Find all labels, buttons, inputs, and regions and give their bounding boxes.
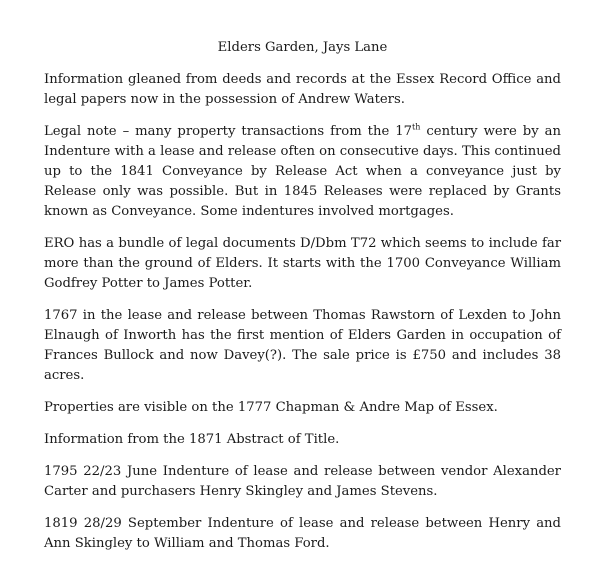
legal-note-text-after: century were by an Indenture with a lease and release often on consecutive days. This continued up to the 1841 Conveyance by Release Act when a conveyance just by Release only was possible. But in 1845 Releases were replaced by Grants known as Conveyance. Some indentures involved mortgages. — [44, 124, 561, 219]
abstract-of-title-paragraph: Information from the 1871 Abstract of Title. — [44, 432, 340, 447]
1795-indenture-paragraph: 1795 22/23 June Indenture of lease and release between vendor Alexander Carter and purchasers Henry Skingley and James Stevens. — [44, 464, 561, 499]
legal-note-paragraph — [44, 122, 561, 222]
1819-indenture-paragraph: 1819 28/29 September Indenture of lease and release between Henry and Ann Skingley to William and Thomas Ford. — [44, 516, 561, 551]
legal-note-text-before: Legal note – many property transactions from the 17 — [44, 124, 413, 139]
document-page — [44, 38, 561, 566]
ordinal-superscript: th — [412, 122, 421, 132]
1767-lease-paragraph: 1767 in the lease and release between Thomas Rawstorn of Lexden to John Elnaugh of Inworth has the first mention of Elders Garden in occupation of Frances Bullock and now Davey(?). The sale price is £750 and includes 38 acres. — [44, 308, 561, 383]
ero-bundle-paragraph: ERO has a bundle of legal documents D/Dbm T72 which seems to include far more than the ground of Elders. It starts with the 1700 Conveyance William Godfrey Potter to James Potter. — [44, 236, 561, 291]
document-title: Elders Garden, Jays Lane — [217, 40, 388, 55]
intro-paragraph: Information gleaned from deeds and records at the Essex Record Office and legal papers now in the possession of Andrew Waters. — [44, 72, 561, 107]
map-paragraph: Properties are visible on the 1777 Chapman & Andre Map of Essex. — [44, 400, 498, 415]
